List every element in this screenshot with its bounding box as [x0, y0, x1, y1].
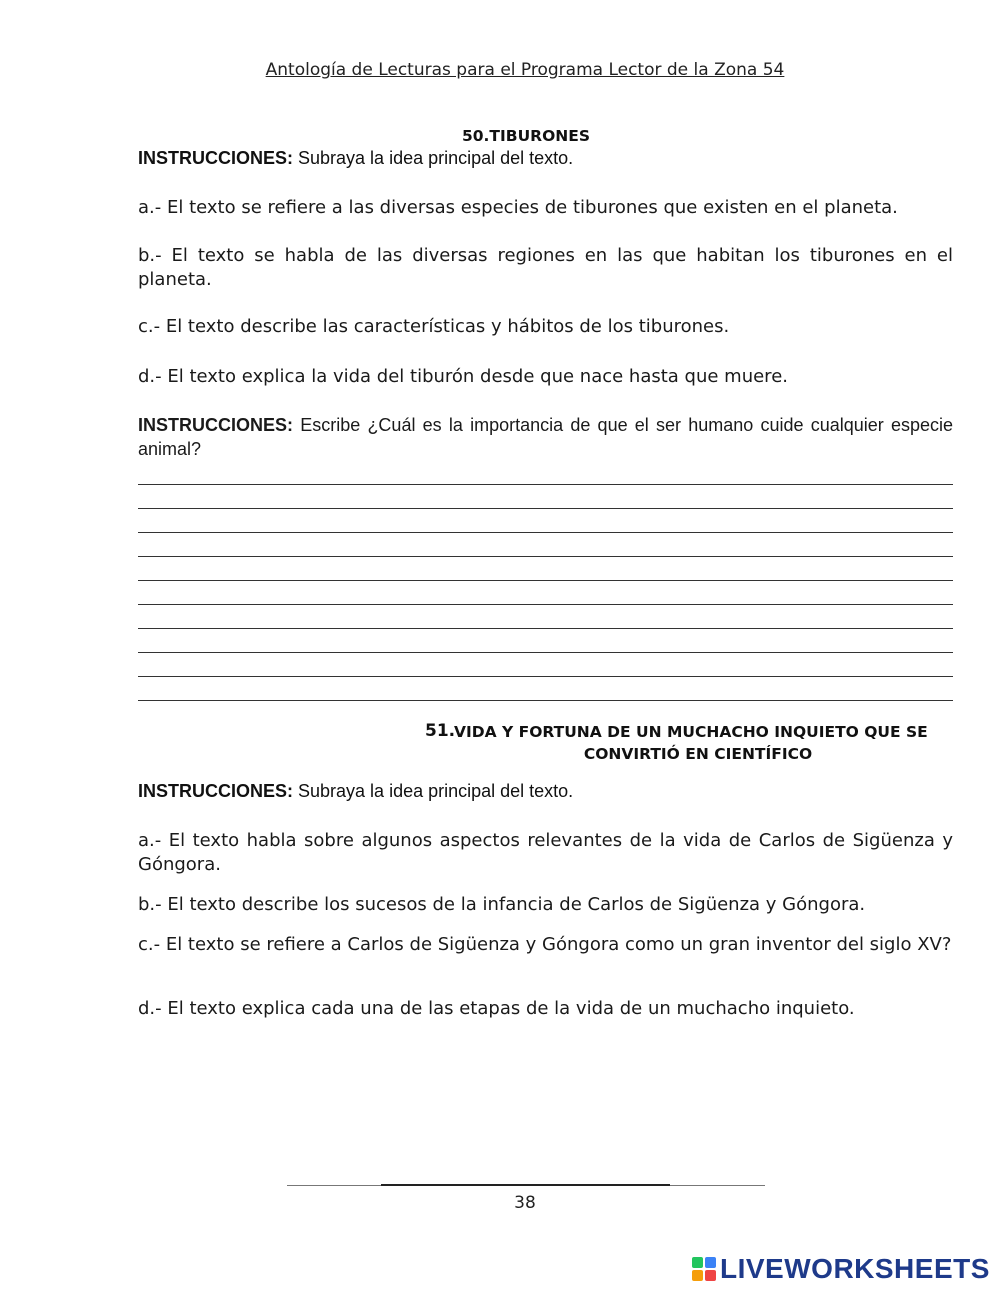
liveworksheets-brand[interactable]	[692, 1254, 992, 1284]
instructions-label: INSTRUCCIONES:	[138, 148, 294, 168]
logo-square	[705, 1270, 716, 1281]
section-50-title: 50.TIBURONES	[461, 127, 591, 145]
answer-line[interactable]	[138, 652, 953, 653]
instructions-text: Subraya la idea principal del texto.	[293, 781, 574, 801]
answer-line[interactable]	[138, 604, 953, 605]
section-50-option-d[interactable]: d.- El texto explica la vida del tiburón desde que nace hasta que muere.	[138, 366, 788, 387]
section-51-number: 51.	[425, 721, 456, 741]
instructions-text: Subraya la idea principal del texto.	[293, 148, 574, 168]
brand-name: LIVEWORKSHEETS	[720, 1253, 990, 1284]
section-50-option-a[interactable]: a.- El texto se refiere a las diversas especies de tiburones que existen en el planeta.	[138, 197, 898, 218]
answer-line[interactable]	[138, 556, 953, 557]
section-51-option-c[interactable]: c.- El texto se refiere a Carlos de Sigüenza y Góngora como un gran inventor del siglo XV?	[138, 934, 952, 955]
answer-line[interactable]	[138, 580, 953, 581]
question-label: INSTRUCCIONES:	[138, 415, 294, 435]
answer-line[interactable]	[138, 700, 953, 701]
instructions-label: INSTRUCCIONES:	[138, 781, 294, 801]
page-header: Antología de Lecturas para el Programa Lector de la Zona 54	[265, 60, 785, 80]
section-50-instructions	[138, 148, 573, 169]
liveworksheets-logo-icon	[692, 1257, 716, 1281]
section-51-title-line2: CONVIRTIÓ EN CIENTÍFICO	[583, 745, 813, 763]
section-51-option-b[interactable]: b.- El texto describe los sucesos de la infancia de Carlos de Sigüenza y Góngora.	[138, 894, 866, 915]
answer-line[interactable]	[138, 532, 953, 533]
section-50-question	[138, 413, 953, 461]
logo-square	[692, 1257, 703, 1268]
section-51-option-d[interactable]: d.- El texto explica cada una de las etapas de la vida de un muchacho inquieto.	[138, 998, 855, 1019]
question-text: Escribe ¿Cuál es la importancia de que el ser humano cuide cualquier especie animal?	[138, 415, 953, 459]
answer-line[interactable]	[138, 628, 953, 629]
answer-line[interactable]	[138, 508, 953, 509]
logo-square	[705, 1257, 716, 1268]
answer-line[interactable]	[138, 484, 953, 485]
footer-divider-accent	[381, 1184, 670, 1186]
section-51-instructions	[138, 781, 573, 802]
section-50-option-b[interactable]: b.- El texto se habla de las diversas regiones en las que habitan los tiburones en el planeta.	[138, 245, 953, 290]
section-51-title-line1: VIDA Y FORTUNA DE UN MUCHACHO INQUIETO QUE SE	[454, 723, 928, 741]
section-51-option-a[interactable]: a.- El texto habla sobre algunos aspectos relevantes de la vida de Carlos de Sigüenza y Góngora.	[138, 830, 953, 875]
answer-line[interactable]	[138, 676, 953, 677]
page-number: 38	[514, 1193, 536, 1213]
logo-square	[692, 1270, 703, 1281]
section-50-option-c[interactable]: c.- El texto describe las características y hábitos de los tiburones.	[138, 316, 730, 337]
